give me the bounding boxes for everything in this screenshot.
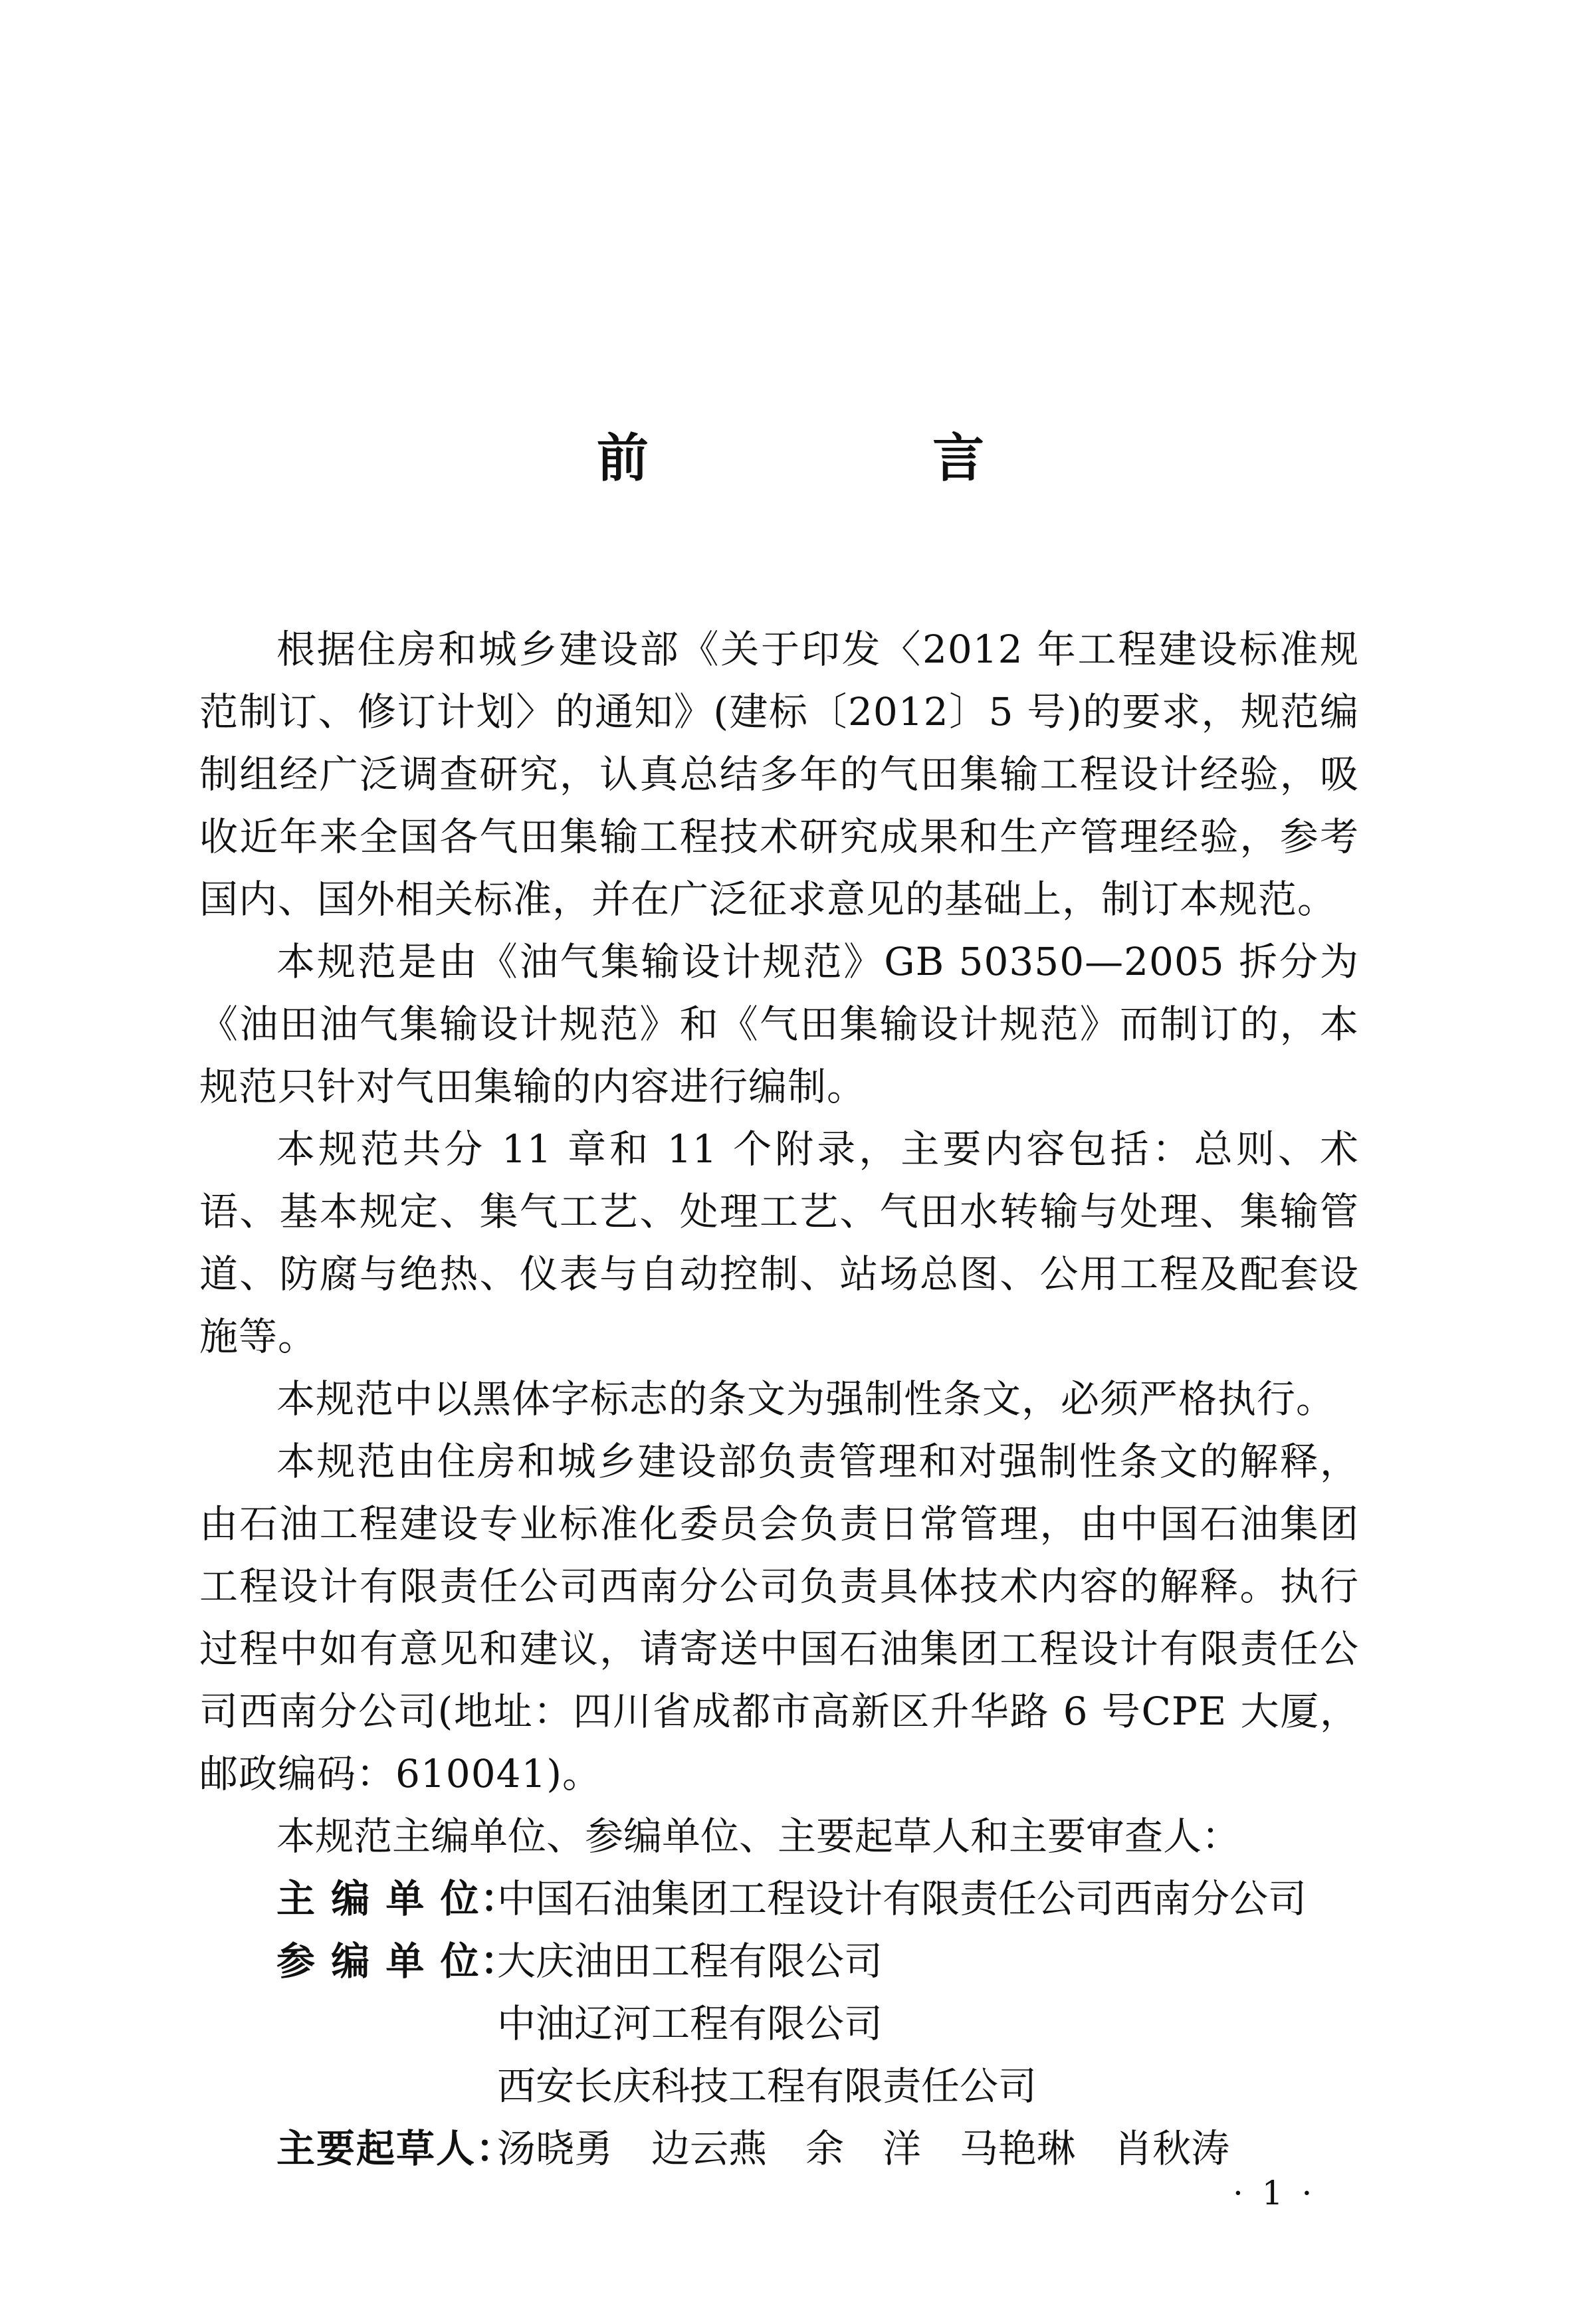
drafters-entry	[199, 2117, 1359, 2180]
participating-unit: 西安长庆科技工程有限责任公司	[497, 2063, 1037, 2109]
drafters-names	[497, 2117, 1229, 2180]
paragraph-origin: 本规范是由《油气集输设计规范》GB 50350—2005 拆分为《油田油气集输设计规范》和《气田集输设计规范》而制订的，本规范只针对气田集输的内容进行编制。	[199, 939, 1359, 1109]
drafter-name: 余 洋	[805, 2126, 922, 2171]
paragraph-management: 本规范由住房和城乡建设部负责管理和对强制性条文的解释，由石油工程建设专业标准化委员会负责日常管理，由中国石油集团工程设计有限责任公司西南分公司负责具体技术内容的解释。执行过程中如有意见和建议，请寄送中国石油集团工程设计有限责任公司西南分公司(地址：四川省成都市高新区升华路 6 号CPE 大厦，邮政编码：610041)。	[199, 1439, 1359, 1796]
chief-unit-value: 中国石油集团工程设计有限责任公司西南分公司	[497, 1876, 1307, 1921]
participating-unit: 大庆油田工程有限公司	[497, 1939, 883, 1984]
chief-unit-entry	[199, 1867, 1359, 1930]
participating-units-label: 参 编 单 位：	[276, 1939, 520, 1984]
page-number: · 1 ·	[1233, 2174, 1317, 2212]
paragraph-mandatory: 本规范中以黑体字标志的条文为强制性条文，必须严格执行。	[276, 1376, 1336, 1422]
participating-units-entry	[199, 1930, 1359, 2117]
drafter-name: 边云燕	[651, 2126, 768, 2171]
participating-unit: 中油辽河工程有限公司	[497, 2001, 883, 2046]
paragraph-contents: 本规范共分 11 章和 11 个附录，主要内容包括：总则、术语、基本规定、集气工艺、处理工艺、气田水转输与处理、集输管道、防腐与绝热、仪表与自动控制、站场总图、公用工程及配套设施等。	[199, 1126, 1359, 1359]
drafter-name: 肖秋涛	[1114, 2126, 1230, 2171]
drafter-name: 汤晓勇	[497, 2126, 613, 2171]
drafters-label: 主要起草人：	[276, 2126, 516, 2171]
list-intro: 本规范主编单位、参编单位、主要起草人和主要审查人：	[276, 1814, 1241, 1859]
chief-unit-label: 主 编 单 位：	[276, 1876, 520, 1921]
chief-unit-values	[497, 1867, 1307, 1930]
preface-body	[199, 618, 1359, 2180]
page-title: 前 言	[596, 429, 1118, 488]
drafter-name: 马艳琳	[960, 2126, 1076, 2171]
paragraph-basis: 根据住房和城乡建设部《关于印发〈2012 年工程建设标准规范制订、修订计划〉的通知》(建标〔2012〕5 号)的要求，规范编制组经广泛调查研究，认真总结多年的气田集输工程设计经验，吸收近年来全国各气田集输工程技术研究成果和生产管理经验，参考国内、国外相关标准，并在广泛征求意见的基础上，制订本规范。	[199, 627, 1359, 922]
participating-units-values	[497, 1930, 1037, 2117]
